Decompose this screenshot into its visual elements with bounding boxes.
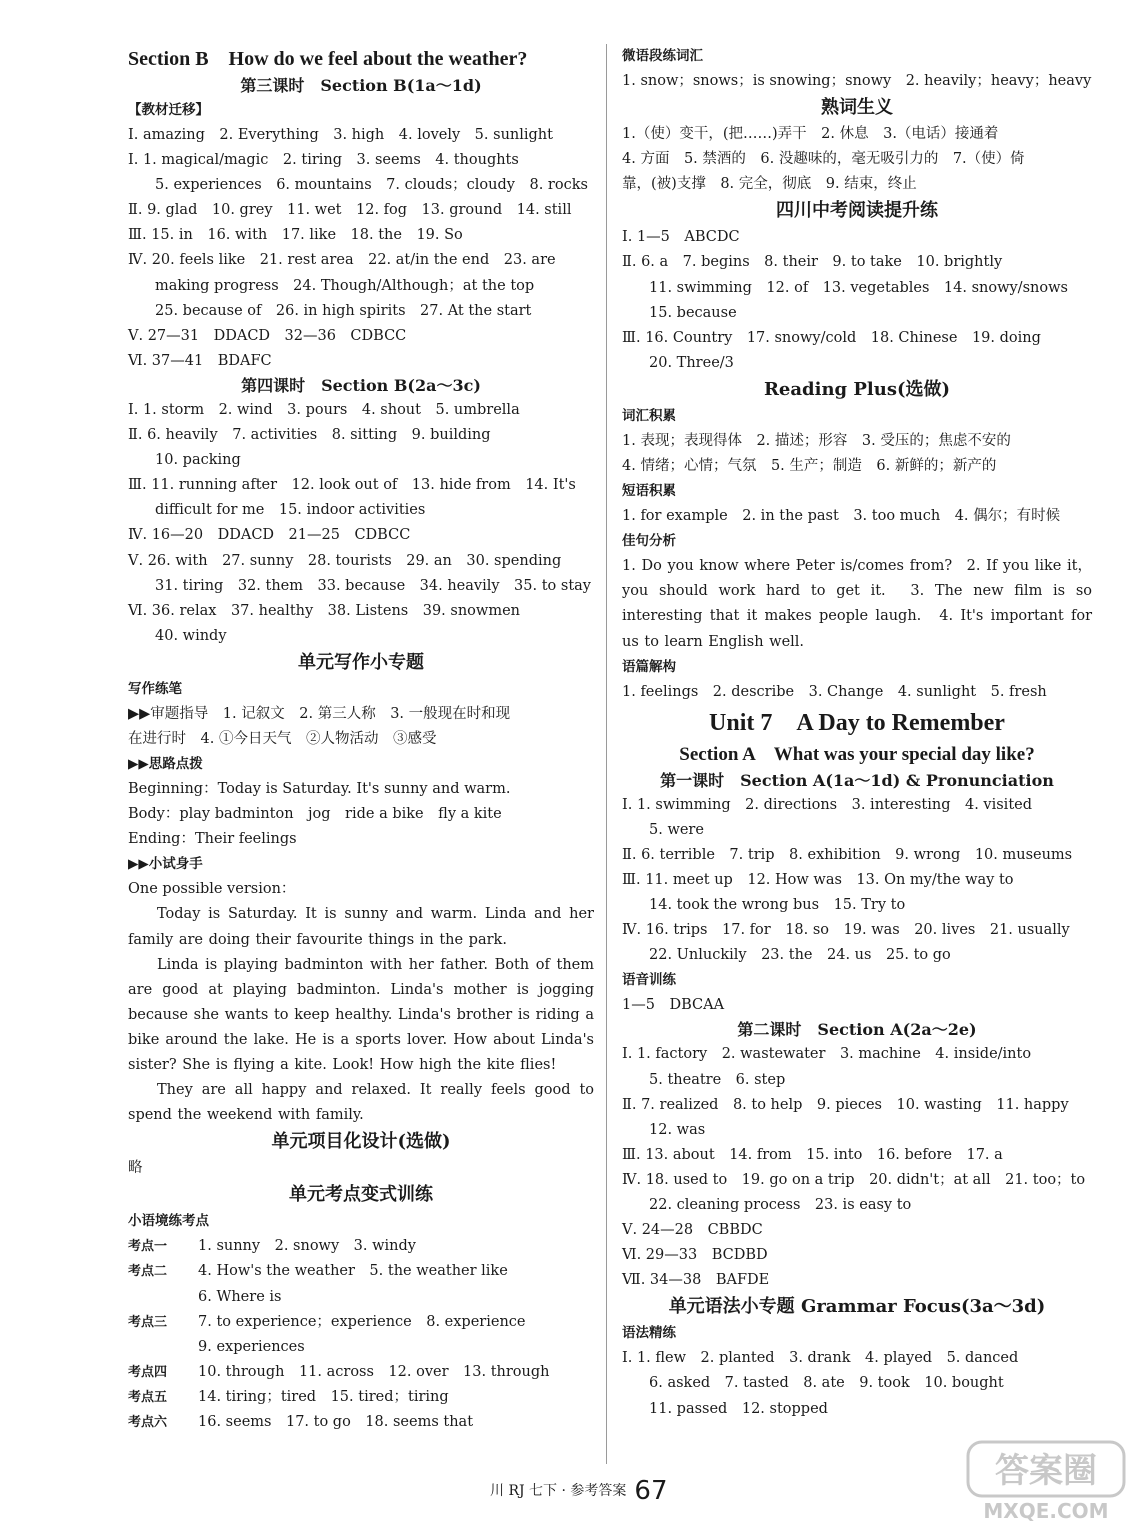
exam-point-row (128, 1385, 594, 1410)
answer-line: Ⅴ. 24—28 CBBDC (622, 1222, 763, 1239)
answer-line: Ⅶ. 34—38 BAFDE (622, 1272, 770, 1289)
answer-line: Ⅴ. 26. with 27. sunny 28. tourists 29. an 30. spending (128, 552, 562, 569)
answer-line: 略 (128, 1160, 143, 1177)
exam-point-key: 考点五 (128, 1389, 168, 1405)
answer-line: Ⅳ. 18. used to 19. go on a trip 20. didn't；at all 21. too；to (622, 1171, 1086, 1188)
answer-line: Ⅱ. 7. realized 8. to help 9. pieces 10. wasting 11. happy (622, 1096, 1069, 1113)
svg-text:答案圈: 答案圈 (995, 1451, 1097, 1491)
exercise-label: 词汇积累 (622, 407, 676, 424)
exercise-label: 微语段练词汇 (622, 48, 703, 64)
section-heading: Section B How do we feel about the weather? (128, 48, 528, 70)
answer-line: Ⅳ. 20. feels like 21. rest area 22. at/in the end 23. are (128, 252, 556, 269)
right-column (622, 44, 1092, 1422)
exam-point-key: 考点四 (128, 1364, 168, 1380)
answer-line: 1. feelings 2. describe 3. Change 4. sunlight 5. fresh (622, 683, 1047, 700)
answer-line: ▶▶审题指导 1. 记叙文 2. 第三人称 3. 一般现在时和现 (128, 705, 511, 722)
exam-point-row (128, 1285, 594, 1310)
answer-line: Ⅰ. 1. magical/magic 2. tiring 3. seems 4. thoughts (128, 152, 519, 169)
answer-line: Ⅵ. 36. relax 37. healthy 38. Listens 39. snowmen (128, 602, 520, 619)
unit-title: Unit 7 A Day to Remember (709, 709, 1005, 736)
answer-line: Ⅱ. 6. a 7. begins 8. their 9. to take 10. brightly (622, 254, 1003, 271)
exam-point-key: 考点一 (128, 1239, 168, 1255)
exercise-label: 小语境练考点 (128, 1213, 209, 1230)
answer-line: 4. 方面 5. 禁酒的 6. 没趣味的，毫无吸引力的 7.（使）倚 (622, 151, 1025, 168)
answer-line-indent: making progress 24. Though/Although；at the top (155, 277, 535, 294)
exam-point-key: 考点六 (128, 1415, 168, 1431)
answer-line-indent: 40. windy (155, 627, 227, 644)
exercise-label: 短语积累 (622, 483, 676, 500)
exam-point-answers: 9. experiences (198, 1338, 305, 1355)
answer-line: Ⅳ. 16—20 DDACD 21—25 CDBCC (128, 527, 411, 544)
essay-paragraph: Today is Saturday. It is sunny and warm. Linda and her family are doing their favourite things in the park. (128, 906, 594, 948)
answer-line: Ⅲ. 13. about 14. from 15. into 16. before 17. a (622, 1146, 1003, 1163)
answer-line: 在进行时 4. ①今日天气 ②人物活动 ③感受 (128, 730, 437, 747)
exercise-label: 语篇解构 (622, 658, 676, 675)
answer-line: Ⅴ. 27—31 DDACD 32—36 CDBCC (128, 327, 407, 344)
exercise-label: 语音训练 (622, 972, 676, 989)
block-heading: 单元项目化设计(选做) (271, 1131, 451, 1153)
page-number: 67 (634, 1476, 668, 1506)
answer-line: Ⅱ. 9. glad 10. grey 11. wet 12. fog 13. ground 14. still (128, 202, 572, 219)
exam-point-answers: 7. to experience；experience 8. experience (198, 1313, 526, 1330)
answer-line-indent: 14. took the wrong bus 15. Try to (649, 897, 906, 914)
exam-point-answers: 10. through 11. across 12. over 13. through (198, 1363, 550, 1380)
answer-line: Ending：Their feelings (128, 831, 297, 848)
answer-line: Ⅲ. 11. meet up 12. How was 13. On my/the way to (622, 871, 1014, 888)
answer-line: 1. snow；snows；is snowing；snowy 2. heavily；heavy；heavy (622, 73, 1092, 89)
answer-line: Beginning：Today is Saturday. It's sunny and warm. (128, 781, 511, 798)
exam-point-key (128, 1285, 198, 1310)
answer-line: Ⅰ. 1. factory 2. wastewater 3. machine 4. inside/into (622, 1046, 1032, 1063)
block-heading: 四川中考阅读提升练 (776, 200, 938, 222)
answer-line: Ⅰ. amazing 2. Everything 3. high 4. lovely 5. sunlight (128, 127, 553, 143)
answer-line-indent: 6. asked 7. tasted 8. ate 9. took 10. bought (649, 1375, 1004, 1392)
block-heading: 单元语法小专题 Grammar Focus(3a～3d) (668, 1296, 1046, 1318)
exercise-label: 语法精练 (622, 1325, 676, 1342)
answer-line: Ⅰ. 1—5 ABCDC (622, 229, 740, 246)
exam-point-row (128, 1360, 594, 1385)
answer-line-indent: 20. Three/3 (649, 354, 734, 371)
answer-line-indent: 15. because (649, 304, 737, 321)
answer-line-indent: difficult for me 15. indoor activities (155, 502, 426, 519)
answer-line: Ⅳ. 16. trips 17. for 18. so 19. was 20. lives 21. usually (622, 922, 1070, 939)
lesson-heading: 第二课时 Section A(2a～2e) (737, 1020, 977, 1040)
answer-line-indent: 22. Unluckily 23. the 24. us 25. to go (649, 947, 951, 964)
exercise-label: 佳句分析 (622, 533, 676, 550)
answer-line: Ⅲ. 15. in 16. with 17. like 18. the 19. So (128, 227, 463, 244)
exam-point-key (128, 1335, 198, 1360)
answer-line: 4. 情绪；心情；气氛 5. 生产；制造 6. 新鲜的；新产的 (622, 458, 997, 475)
lesson-heading: 第一课时 Section A(1a～1d) & Pronunciation (660, 770, 1054, 790)
exam-point-answers: 6. Where is (198, 1288, 282, 1305)
answer-line: Ⅰ. 1. flew 2. planted 3. drank 4. played 5. danced (622, 1350, 1019, 1367)
page-footer (490, 1476, 668, 1506)
block-heading: 单元写作小专题 (298, 651, 424, 673)
answer-line-indent: 12. was (649, 1121, 706, 1138)
answer-line-indent: 5. theatre 6. step (649, 1071, 786, 1088)
answer-line: 1. for example 2. in the past 3. too much 4. 偶尔；有时候 (622, 508, 1061, 525)
exam-point-answers: 14. tiring；tired 15. tired；tiring (198, 1388, 449, 1405)
watermark-logo (966, 1440, 1126, 1522)
answer-line-indent: 31. tiring 32. them 33. because 34. heavily 35. to stay (155, 577, 591, 594)
answer-line: 1. 表现；表现得体 2. 描述；形容 3. 受压的；焦虑不安的 (622, 432, 1011, 449)
answer-line-indent: 11. passed 12. stopped (649, 1400, 828, 1417)
exam-point-row (128, 1310, 594, 1335)
exam-point-row (128, 1234, 594, 1259)
answer-line: One possible version： (128, 881, 296, 898)
exam-point-row (128, 1259, 594, 1284)
exam-point-row (128, 1335, 594, 1360)
lesson-heading: 第三课时 Section B(1a～1d) (240, 76, 482, 95)
answer-line-indent: 10. packing (155, 452, 241, 469)
answer-line-indent: 5. experiences 6. mountains 7. clouds；cloudy 8. rocks (155, 177, 588, 194)
footer-text: 川 RJ 七下 · 参考答案 (490, 1483, 627, 1499)
column-divider (606, 44, 607, 1464)
lesson-heading: 第四课时 Section B(2a～3c) (241, 375, 481, 395)
answer-line: Body：play badminton jog ride a bike fly a kite (128, 806, 502, 823)
answer-line: Ⅵ. 37—41 BDAFC (128, 352, 272, 369)
exam-point-row (128, 1410, 594, 1435)
answer-line: 1.（使）变干，(把……)弄干 2. 休息 3.（电话）接通着 (622, 126, 999, 143)
exam-point-answers: 4. How's the weather 5. the weather like (198, 1263, 508, 1280)
answer-line: Ⅲ. 16. Country 17. snowy/cold 18. Chinese 19. doing (622, 329, 1041, 346)
exercise-label: 写作练笔 (128, 680, 182, 697)
answer-line-indent: 25. because of 26. in high spirits 27. At the start (155, 302, 532, 319)
answer-line: Ⅵ. 29—33 BCDBD (622, 1247, 768, 1264)
answer-line: Ⅲ. 11. running after 12. look out of 13. hide from 14. It's (128, 477, 576, 494)
exam-point-answers: 16. seems 17. to go 18. seems that (198, 1414, 474, 1431)
exam-point-key: 考点二 (128, 1264, 168, 1280)
answer-line: Ⅰ. 1. storm 2. wind 3. pours 4. shout 5. umbrella (128, 401, 520, 418)
answer-line: 靠，(被)支撑 8. 完全，彻底 9. 结束，终止 (622, 176, 917, 193)
exercise-label: ▶▶思路点拨 (128, 756, 203, 773)
svg-text:MXQE.COM: MXQE.COM (983, 1499, 1109, 1522)
answer-line-indent: 22. cleaning process 23. is easy to (649, 1197, 912, 1213)
answer-line: Ⅱ. 6. terrible 7. trip 8. exhibition 9. wrong 10. museums (622, 846, 1073, 863)
answer-line-indent: 5. were (649, 821, 704, 838)
answer-line: Ⅰ. 1. swimming 2. directions 3. interesting 4. visited (622, 796, 1033, 813)
left-column (128, 44, 594, 1435)
essay-paragraph: They are all happy and relaxed. It really feels good to spend the weekend with family. (128, 1082, 594, 1124)
answer-line-indent: 11. swimming 12. of 13. vegetables 14. snowy/snows (649, 279, 1068, 296)
exercise-label: ▶▶小试身手 (128, 856, 203, 873)
block-heading: 单元考点变式训练 (289, 1184, 433, 1206)
block-heading: Reading Plus(选做) (763, 378, 951, 400)
exam-point-answers: 1. sunny 2. snowy 3. windy (198, 1238, 416, 1255)
answer-paragraph: 1. Do you know where Peter is/comes from? 2. If you like it，you should work hard to get it. 3. The new film is so interesting that it makes people laugh. 4. It's important for us to learn English well. (622, 558, 1092, 650)
exam-point-key: 考点三 (128, 1314, 168, 1330)
answer-line: 1—5 DBCAA (622, 997, 725, 1014)
exercise-label: 【教材迁移】 (128, 102, 209, 118)
section-subtitle: Section A What was your special day like? (679, 743, 1035, 765)
essay-paragraph: Linda is playing badminton with her father. Both of them are good at playing badminton. Linda's mother is jogging because she wants to keep healthy. Linda's brother is riding a bike around the lake. He is a sports lover. How about Linda's sister? She is flying a kite. Look! How high the kite flies! (128, 956, 594, 1073)
block-heading: 熟词生义 (821, 97, 893, 119)
answer-line: Ⅱ. 6. heavily 7. activities 8. sitting 9. building (128, 427, 491, 444)
